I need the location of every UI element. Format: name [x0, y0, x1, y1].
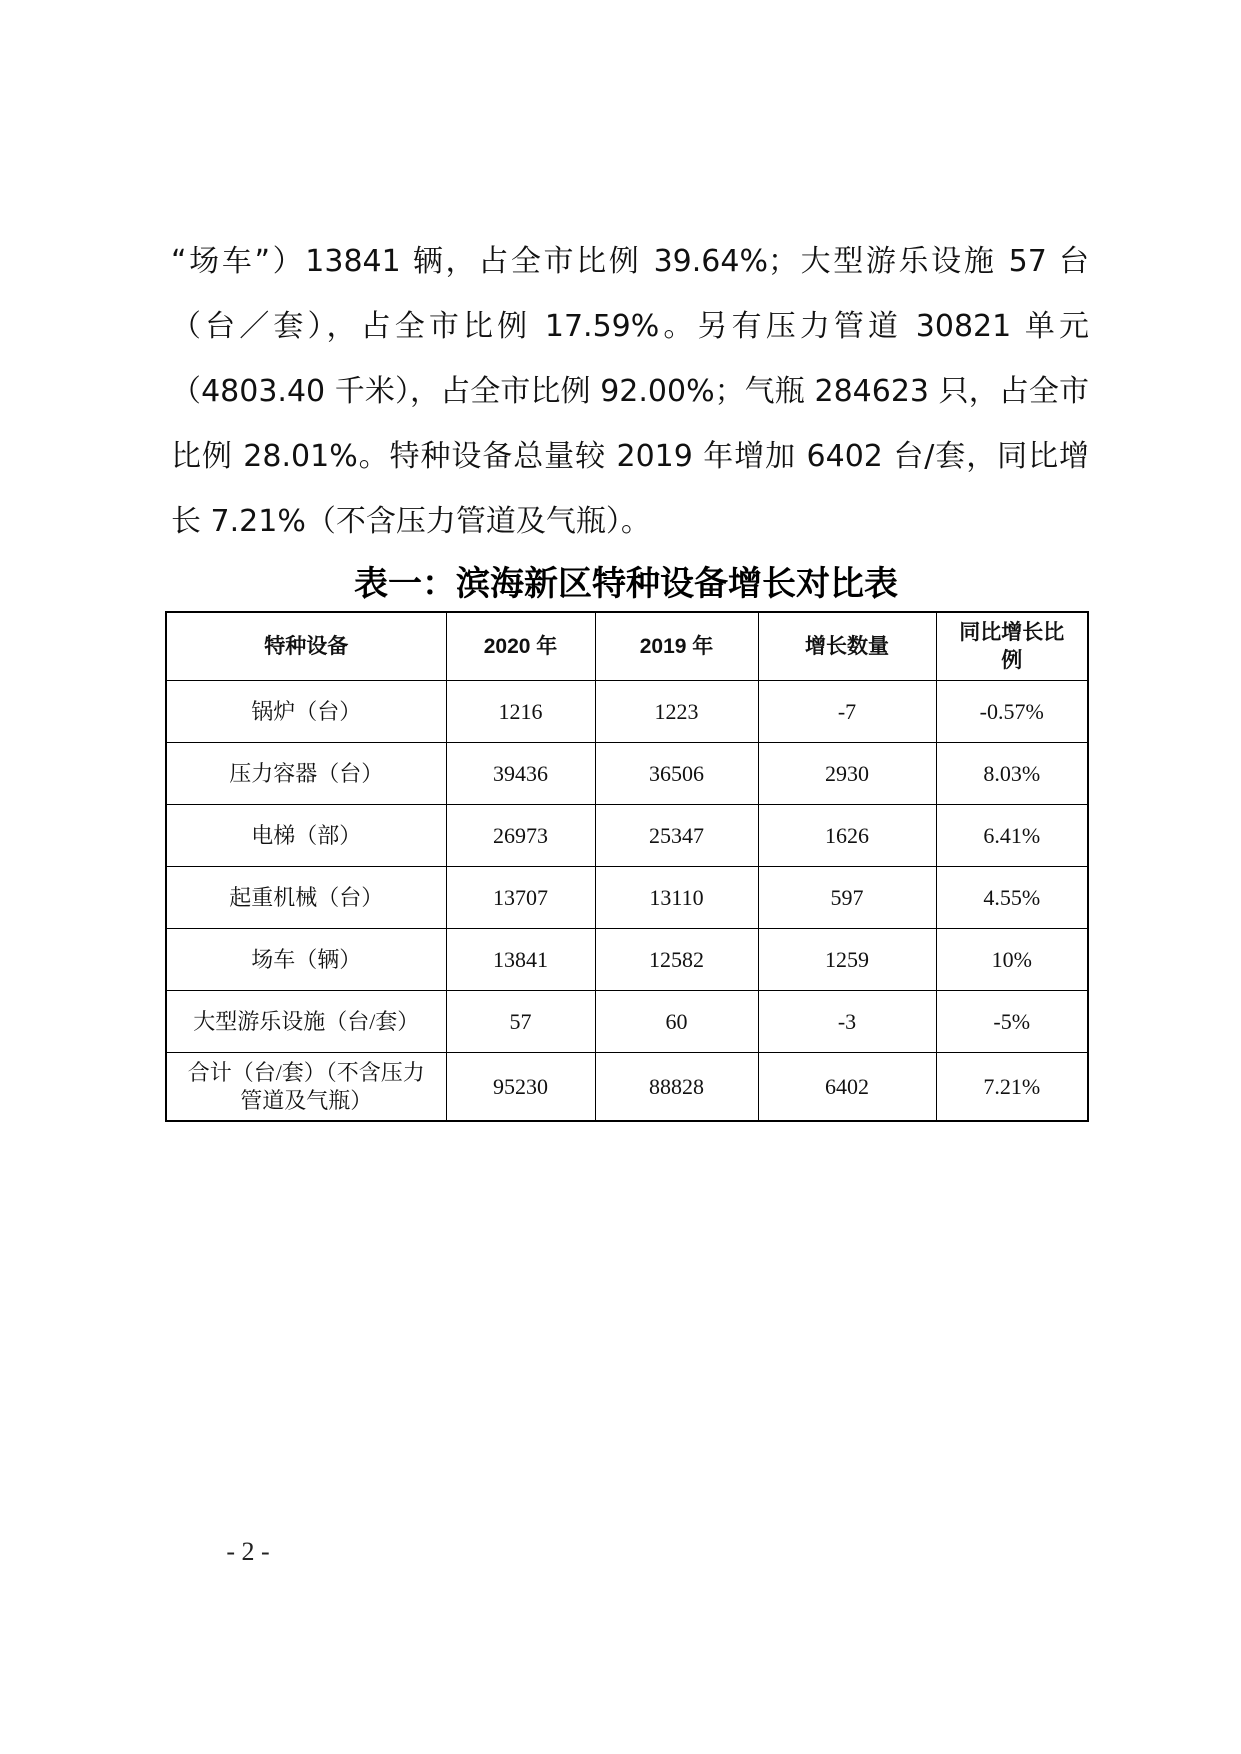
- cell-growth-count: 1626: [758, 805, 936, 867]
- paragraph-line: “场车”）13841 辆，占全市比例 39.64%；大型游乐设施 57 台: [171, 244, 1089, 279]
- paragraph-line: （台／套），占全市比例 17.59%。另有压力管道 30821 单元: [171, 309, 1089, 344]
- cell-equipment: 合计（台/套）（不含压力管道及气瓶）: [166, 1053, 446, 1122]
- cell-2020: 95230: [446, 1053, 595, 1122]
- cell-growth-count: 6402: [758, 1053, 936, 1122]
- cell-growth-ratio: 4.55%: [936, 867, 1088, 929]
- page-number: - 2 -: [226, 1537, 270, 1566]
- cell-growth-ratio: 6.41%: [936, 805, 1088, 867]
- table-row: [166, 743, 1088, 805]
- table-row: [166, 805, 1088, 867]
- paragraph-line: 长 7.21%（不含压力管道及气瓶）。: [171, 504, 651, 539]
- cell-growth-ratio: -5%: [936, 991, 1088, 1053]
- cell-growth-count: 2930: [758, 743, 936, 805]
- header-2019: 2019 年: [595, 612, 758, 681]
- cell-equipment: 压力容器（台）: [166, 743, 446, 805]
- cell-2020: 13707: [446, 867, 595, 929]
- cell-2020: 13841: [446, 929, 595, 991]
- header-growth-count: 增长数量: [758, 612, 936, 681]
- cell-equipment: 起重机械（台）: [166, 867, 446, 929]
- cell-2019: 13110: [595, 867, 758, 929]
- table-header-row: [166, 612, 1088, 681]
- cell-equipment: 电梯（部）: [166, 805, 446, 867]
- cell-growth-ratio: 8.03%: [936, 743, 1088, 805]
- cell-2020: 39436: [446, 743, 595, 805]
- paragraph-line: （4803.40 千米），占全市比例 92.00%；气瓶 284623 只，占全市: [171, 374, 1089, 409]
- body-paragraph: [171, 229, 1089, 554]
- cell-growth-count: 597: [758, 867, 936, 929]
- cell-equipment: 锅炉（台）: [166, 681, 446, 743]
- header-2020: 2020 年: [446, 612, 595, 681]
- header-growth-ratio: 同比增长比例: [936, 612, 1088, 681]
- table-row: [166, 681, 1088, 743]
- cell-2020: 26973: [446, 805, 595, 867]
- cell-growth-count: -7: [758, 681, 936, 743]
- table-total-row: [166, 1053, 1088, 1122]
- paragraph-line: 比例 28.01%。特种设备总量较 2019 年增加 6402 台/套，同比增: [171, 439, 1089, 474]
- cell-growth-ratio: -0.57%: [936, 681, 1088, 743]
- cell-2019: 36506: [595, 743, 758, 805]
- cell-2019: 1223: [595, 681, 758, 743]
- cell-growth-ratio: 10%: [936, 929, 1088, 991]
- cell-2019: 88828: [595, 1053, 758, 1122]
- equipment-comparison-table: [165, 611, 1089, 1122]
- table-row: [166, 867, 1088, 929]
- cell-growth-ratio: 7.21%: [936, 1053, 1088, 1122]
- table-row: [166, 929, 1088, 991]
- cell-equipment: 大型游乐设施（台/套）: [166, 991, 446, 1053]
- cell-2019: 25347: [595, 805, 758, 867]
- cell-growth-count: -3: [758, 991, 936, 1053]
- cell-2020: 57: [446, 991, 595, 1053]
- cell-growth-count: 1259: [758, 929, 936, 991]
- table-row: [166, 991, 1088, 1053]
- cell-2019: 60: [595, 991, 758, 1053]
- header-equipment: 特种设备: [166, 612, 446, 681]
- table-title: 表一：滨海新区特种设备增长对比表: [354, 566, 898, 603]
- cell-2020: 1216: [446, 681, 595, 743]
- cell-equipment: 场车（辆）: [166, 929, 446, 991]
- cell-2019: 12582: [595, 929, 758, 991]
